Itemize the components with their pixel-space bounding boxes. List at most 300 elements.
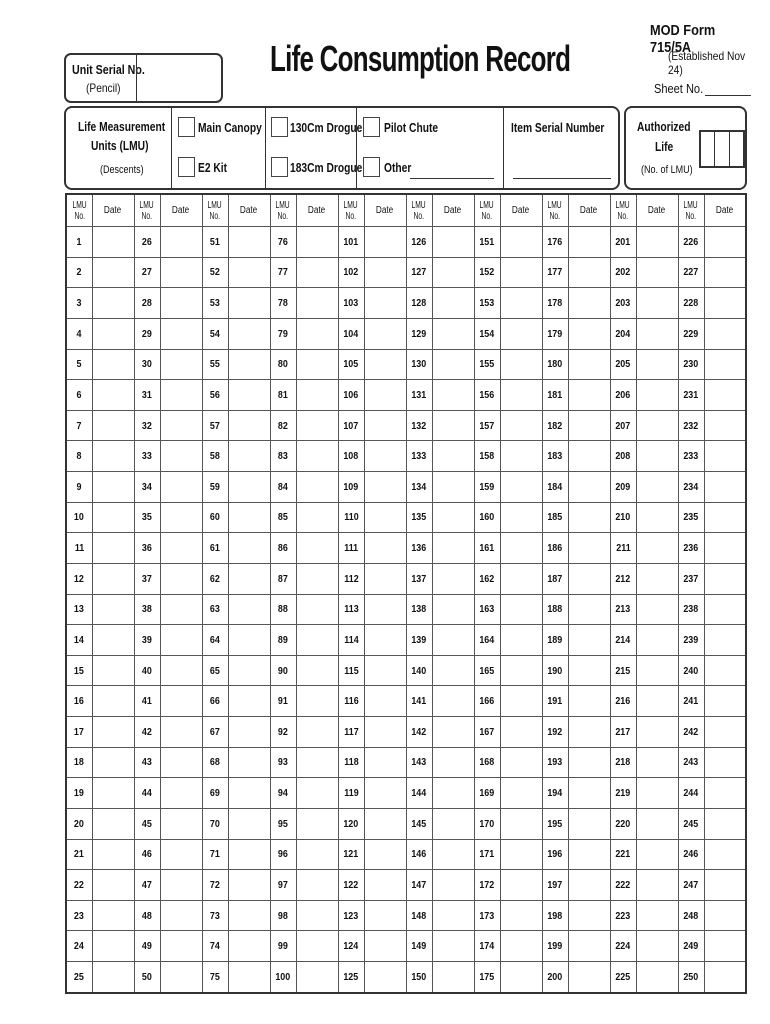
lmu-number-cell: 73 [202,900,228,931]
date-entry-cell[interactable] [568,441,610,472]
date-entry-cell[interactable] [296,563,338,594]
date-entry-cell[interactable] [500,563,542,594]
date-entry-cell[interactable] [92,900,134,931]
date-entry-cell[interactable] [636,533,678,564]
lmu-number-cell: 64 [202,625,228,656]
lmu-number-cell: 145 [406,808,432,839]
date-entry-cell[interactable] [296,900,338,931]
date-entry-cell[interactable] [432,808,474,839]
date-entry-cell[interactable] [92,563,134,594]
date-entry-cell[interactable] [432,839,474,870]
date-entry-cell[interactable] [636,441,678,472]
date-entry-cell[interactable] [432,441,474,472]
date-entry-cell[interactable] [296,288,338,319]
lmu-number-cell: 11 [66,533,92,564]
date-entry-cell[interactable] [364,380,406,411]
date-entry-cell[interactable] [160,410,202,441]
date-entry-cell[interactable] [228,839,270,870]
sheet-number-field[interactable] [654,81,751,96]
other-checkbox[interactable] [363,157,380,177]
date-entry-cell[interactable] [704,563,746,594]
date-entry-cell[interactable] [92,778,134,809]
date-entry-cell[interactable] [500,808,542,839]
date-entry-cell[interactable] [160,900,202,931]
date-entry-cell[interactable] [160,808,202,839]
date-entry-cell[interactable] [364,962,406,993]
date-entry-cell[interactable] [296,655,338,686]
date-entry-cell[interactable] [636,257,678,288]
lmu-number-cell: 169 [474,778,500,809]
date-entry-cell[interactable] [636,288,678,319]
date-entry-cell[interactable] [636,563,678,594]
lmu-header-line2: No. [345,210,357,222]
authorized-life-digits[interactable] [699,130,745,168]
lmu-number-cell: 26 [134,227,160,258]
lmu-number-cell: 183 [542,441,568,472]
date-entry-cell[interactable] [500,533,542,564]
date-entry-cell[interactable] [228,380,270,411]
date-entry-cell[interactable] [500,318,542,349]
lmu-header-line2: No. [141,210,153,222]
lmu-number-cell: 227 [678,257,704,288]
date-entry-cell[interactable] [296,931,338,962]
date-entry-cell[interactable] [296,349,338,380]
date-entry-cell[interactable] [636,717,678,748]
date-entry-cell[interactable] [636,227,678,258]
lmu-header-line1: LMU [615,199,631,211]
date-entry-cell[interactable] [364,717,406,748]
date-entry-cell[interactable] [568,227,610,258]
date-entry-cell[interactable] [228,900,270,931]
other-text-line[interactable] [410,178,494,179]
drogue-183-checkbox[interactable] [271,157,288,177]
date-entry-cell[interactable] [568,257,610,288]
date-entry-cell[interactable] [432,227,474,258]
lmu-number-cell: 122 [338,870,364,901]
date-entry-cell[interactable] [636,870,678,901]
date-entry-cell[interactable] [92,502,134,533]
lmu-number-cell: 224 [610,931,636,962]
date-entry-cell[interactable] [568,472,610,503]
pilot-chute-checkbox[interactable] [363,117,380,137]
date-entry-cell[interactable] [568,594,610,625]
date-entry-cell[interactable] [500,870,542,901]
date-entry-cell[interactable] [296,594,338,625]
date-entry-cell[interactable] [568,288,610,319]
date-entry-cell[interactable] [92,655,134,686]
date-entry-cell[interactable] [500,962,542,993]
date-entry-cell[interactable] [568,808,610,839]
date-entry-cell[interactable] [704,472,746,503]
date-entry-cell[interactable] [568,563,610,594]
date-entry-cell[interactable] [432,318,474,349]
date-entry-cell[interactable] [228,931,270,962]
date-entry-cell[interactable] [500,380,542,411]
date-entry-cell[interactable] [704,686,746,717]
date-entry-cell[interactable] [500,594,542,625]
date-entry-cell[interactable] [160,472,202,503]
date-entry-cell[interactable] [432,288,474,319]
lmu-number-cell: 131 [406,380,432,411]
item-serial-line[interactable] [513,178,611,179]
lmu-number-cell: 153 [474,288,500,319]
date-entry-cell[interactable] [296,441,338,472]
date-entry-cell[interactable] [500,900,542,931]
date-entry-cell[interactable] [704,931,746,962]
date-entry-cell[interactable] [704,257,746,288]
date-entry-cell[interactable] [296,257,338,288]
date-entry-cell[interactable] [296,808,338,839]
date-entry-cell[interactable] [704,839,746,870]
date-entry-cell[interactable] [432,257,474,288]
date-entry-cell[interactable] [636,900,678,931]
lmu-number-cell: 119 [338,778,364,809]
date-entry-cell[interactable] [500,625,542,656]
date-entry-cell[interactable] [432,625,474,656]
date-entry-cell[interactable] [364,747,406,778]
date-entry-cell[interactable] [296,778,338,809]
date-entry-cell[interactable] [160,625,202,656]
date-entry-cell[interactable] [160,318,202,349]
date-entry-cell[interactable] [296,318,338,349]
date-entry-cell[interactable] [92,594,134,625]
date-entry-cell[interactable] [160,288,202,319]
options-divider [356,108,357,188]
date-entry-cell[interactable] [636,839,678,870]
date-entry-cell[interactable] [432,870,474,901]
date-entry-cell[interactable] [92,441,134,472]
date-entry-cell[interactable] [296,747,338,778]
date-entry-cell[interactable] [500,778,542,809]
date-entry-cell[interactable] [160,533,202,564]
date-entry-cell[interactable] [432,380,474,411]
date-entry-cell[interactable] [160,839,202,870]
date-entry-cell[interactable] [228,594,270,625]
date-entry-cell[interactable] [364,900,406,931]
date-entry-cell[interactable] [364,655,406,686]
date-entry-cell[interactable] [364,594,406,625]
date-entry-cell[interactable] [92,533,134,564]
date-entry-cell[interactable] [92,870,134,901]
date-entry-cell[interactable] [92,472,134,503]
date-entry-cell[interactable] [92,717,134,748]
date-entry-cell[interactable] [704,533,746,564]
date-entry-cell[interactable] [228,686,270,717]
date-entry-cell[interactable] [432,962,474,993]
date-entry-cell[interactable] [704,655,746,686]
date-entry-cell[interactable] [364,227,406,258]
date-entry-cell[interactable] [704,288,746,319]
lmu-number-cell: 223 [610,900,636,931]
date-entry-cell[interactable] [364,318,406,349]
date-entry-cell[interactable] [160,717,202,748]
main-canopy-checkbox[interactable] [178,117,195,137]
date-entry-cell[interactable] [432,931,474,962]
date-entry-cell[interactable] [704,441,746,472]
date-entry-cell[interactable] [568,900,610,931]
date-header-label: Date [308,205,326,216]
date-entry-cell[interactable] [92,747,134,778]
date-entry-cell[interactable] [296,472,338,503]
date-entry-cell[interactable] [296,870,338,901]
date-entry-cell[interactable] [636,808,678,839]
lmu-number-cell: 125 [338,962,364,993]
date-entry-cell[interactable] [364,686,406,717]
date-entry-cell[interactable] [228,410,270,441]
date-entry-cell[interactable] [704,227,746,258]
date-entry-cell[interactable] [160,747,202,778]
date-entry-cell[interactable] [568,839,610,870]
date-entry-cell[interactable] [160,870,202,901]
date-entry-cell[interactable] [296,227,338,258]
date-entry-cell[interactable] [228,747,270,778]
date-entry-cell[interactable] [432,747,474,778]
date-entry-cell[interactable] [636,318,678,349]
date-entry-cell[interactable] [500,257,542,288]
table-row [66,257,746,288]
date-entry-cell[interactable] [92,686,134,717]
lmu-number-cell: 50 [134,962,160,993]
date-entry-cell[interactable] [92,808,134,839]
date-entry-cell[interactable] [636,686,678,717]
date-entry-cell[interactable] [704,410,746,441]
date-entry-cell[interactable] [432,533,474,564]
lmu-number-cell: 52 [202,257,228,288]
date-entry-cell[interactable] [296,533,338,564]
lmu-number-cell: 1 [66,227,92,258]
date-entry-cell[interactable] [92,625,134,656]
lmu-number-cell: 20 [66,808,92,839]
date-entry-cell[interactable] [364,502,406,533]
date-entry-cell[interactable] [704,318,746,349]
lmu-number-cell: 82 [270,410,296,441]
date-entry-cell[interactable] [228,318,270,349]
date-entry-cell[interactable] [432,472,474,503]
date-entry-cell[interactable] [92,349,134,380]
date-entry-cell[interactable] [364,257,406,288]
date-entry-cell[interactable] [500,839,542,870]
date-entry-cell[interactable] [568,747,610,778]
date-entry-cell[interactable] [364,441,406,472]
date-entry-cell[interactable] [500,472,542,503]
date-entry-cell[interactable] [364,870,406,901]
date-entry-cell[interactable] [568,962,610,993]
drogue-130-checkbox[interactable] [271,117,288,137]
date-entry-cell[interactable] [432,594,474,625]
date-entry-cell[interactable] [296,962,338,993]
date-entry-cell[interactable] [636,410,678,441]
date-entry-cell[interactable] [704,502,746,533]
date-entry-cell[interactable] [160,227,202,258]
date-entry-cell[interactable] [636,962,678,993]
date-entry-cell[interactable] [92,410,134,441]
date-entry-cell[interactable] [636,655,678,686]
date-entry-cell[interactable] [92,257,134,288]
date-entry-cell[interactable] [92,380,134,411]
date-entry-cell[interactable] [704,349,746,380]
date-entry-cell[interactable] [636,625,678,656]
date-entry-cell[interactable] [228,563,270,594]
date-entry-cell[interactable] [160,686,202,717]
date-entry-cell[interactable] [364,563,406,594]
date-entry-cell[interactable] [432,778,474,809]
date-entry-cell[interactable] [568,870,610,901]
date-entry-cell[interactable] [568,533,610,564]
date-entry-cell[interactable] [704,808,746,839]
date-entry-cell[interactable] [364,533,406,564]
date-entry-cell[interactable] [500,349,542,380]
date-entry-cell[interactable] [296,502,338,533]
unit-serial-box[interactable] [64,53,223,103]
date-entry-cell[interactable] [432,717,474,748]
date-entry-cell[interactable] [228,655,270,686]
date-entry-cell[interactable] [500,410,542,441]
date-entry-cell[interactable] [704,870,746,901]
date-entry-cell[interactable] [432,655,474,686]
lmu-number-cell: 90 [270,655,296,686]
date-entry-cell[interactable] [568,318,610,349]
date-entry-cell[interactable] [568,502,610,533]
date-entry-cell[interactable] [160,502,202,533]
lmu-number-cell: 38 [134,594,160,625]
date-entry-cell[interactable] [296,686,338,717]
date-entry-cell[interactable] [704,380,746,411]
date-entry-cell[interactable] [160,594,202,625]
date-entry-cell[interactable] [636,778,678,809]
date-entry-cell[interactable] [704,717,746,748]
date-entry-cell[interactable] [500,686,542,717]
date-entry-cell[interactable] [500,441,542,472]
date-entry-cell[interactable] [160,349,202,380]
date-entry-cell[interactable] [364,349,406,380]
date-entry-cell[interactable] [228,288,270,319]
lmu-title-sub: (Descents) [100,164,144,176]
date-entry-cell[interactable] [636,502,678,533]
date-entry-cell[interactable] [364,472,406,503]
date-entry-cell[interactable] [568,778,610,809]
date-entry-cell[interactable] [92,288,134,319]
sheet-number-line[interactable] [705,83,751,96]
date-entry-cell[interactable] [432,502,474,533]
lmu-number-cell: 123 [338,900,364,931]
date-entry-cell[interactable] [228,778,270,809]
date-entry-cell[interactable] [636,380,678,411]
date-entry-cell[interactable] [500,655,542,686]
table-row [66,931,746,962]
date-entry-cell[interactable] [500,502,542,533]
authorized-sub: (No. of LMU) [641,164,693,176]
date-entry-cell[interactable] [228,472,270,503]
date-entry-cell[interactable] [500,717,542,748]
date-entry-cell[interactable] [364,931,406,962]
date-entry-cell[interactable] [296,839,338,870]
date-entry-cell[interactable] [500,288,542,319]
date-entry-cell[interactable] [500,747,542,778]
e2-kit-checkbox[interactable] [178,157,195,177]
date-entry-cell[interactable] [296,625,338,656]
date-entry-cell[interactable] [228,257,270,288]
date-entry-cell[interactable] [228,441,270,472]
date-entry-cell[interactable] [364,410,406,441]
date-entry-cell[interactable] [228,717,270,748]
date-entry-cell[interactable] [500,227,542,258]
date-entry-cell[interactable] [568,410,610,441]
date-entry-cell[interactable] [296,380,338,411]
lmu-number-cell: 130 [406,349,432,380]
date-entry-cell[interactable] [568,931,610,962]
date-entry-cell[interactable] [432,900,474,931]
table-row [66,870,746,901]
date-entry-cell[interactable] [432,410,474,441]
date-entry-cell[interactable] [364,778,406,809]
date-entry-cell[interactable] [432,686,474,717]
date-entry-cell[interactable] [636,349,678,380]
date-entry-cell[interactable] [568,380,610,411]
date-entry-cell[interactable] [92,962,134,993]
date-entry-cell[interactable] [228,870,270,901]
lmu-number-cell: 112 [338,563,364,594]
date-entry-cell[interactable] [160,380,202,411]
date-entry-cell[interactable] [92,318,134,349]
date-entry-cell[interactable] [364,288,406,319]
date-entry-cell[interactable] [432,563,474,594]
table-header-row [66,194,746,227]
date-entry-cell[interactable] [160,655,202,686]
date-entry-cell[interactable] [364,839,406,870]
date-entry-cell[interactable] [364,808,406,839]
date-entry-cell[interactable] [92,839,134,870]
date-entry-cell[interactable] [160,778,202,809]
date-entry-cell[interactable] [228,962,270,993]
date-entry-cell[interactable] [568,349,610,380]
date-entry-cell[interactable] [228,502,270,533]
date-entry-cell[interactable] [160,563,202,594]
date-entry-cell[interactable] [228,625,270,656]
date-entry-cell[interactable] [500,931,542,962]
date-entry-cell[interactable] [636,747,678,778]
date-entry-cell[interactable] [568,655,610,686]
date-entry-cell[interactable] [228,227,270,258]
date-entry-cell[interactable] [636,931,678,962]
date-entry-cell[interactable] [160,441,202,472]
date-entry-cell[interactable] [636,594,678,625]
date-entry-cell[interactable] [432,349,474,380]
date-entry-cell[interactable] [704,625,746,656]
date-entry-cell[interactable] [704,962,746,993]
date-entry-cell[interactable] [704,900,746,931]
date-entry-cell[interactable] [636,472,678,503]
date-entry-cell[interactable] [568,686,610,717]
date-entry-cell[interactable] [160,257,202,288]
date-entry-cell[interactable] [296,410,338,441]
date-entry-cell[interactable] [568,625,610,656]
lmu-number-cell: 23 [66,900,92,931]
date-entry-cell[interactable] [160,931,202,962]
date-entry-cell[interactable] [228,808,270,839]
date-entry-cell[interactable] [160,962,202,993]
lmu-number-cell: 228 [678,288,704,319]
date-entry-cell[interactable] [364,625,406,656]
date-entry-cell[interactable] [568,717,610,748]
date-entry-cell[interactable] [92,931,134,962]
date-entry-cell[interactable] [704,594,746,625]
date-entry-cell[interactable] [296,717,338,748]
date-entry-cell[interactable] [228,533,270,564]
date-entry-cell[interactable] [704,778,746,809]
date-entry-cell[interactable] [704,747,746,778]
date-entry-cell[interactable] [228,349,270,380]
date-entry-cell[interactable] [92,227,134,258]
